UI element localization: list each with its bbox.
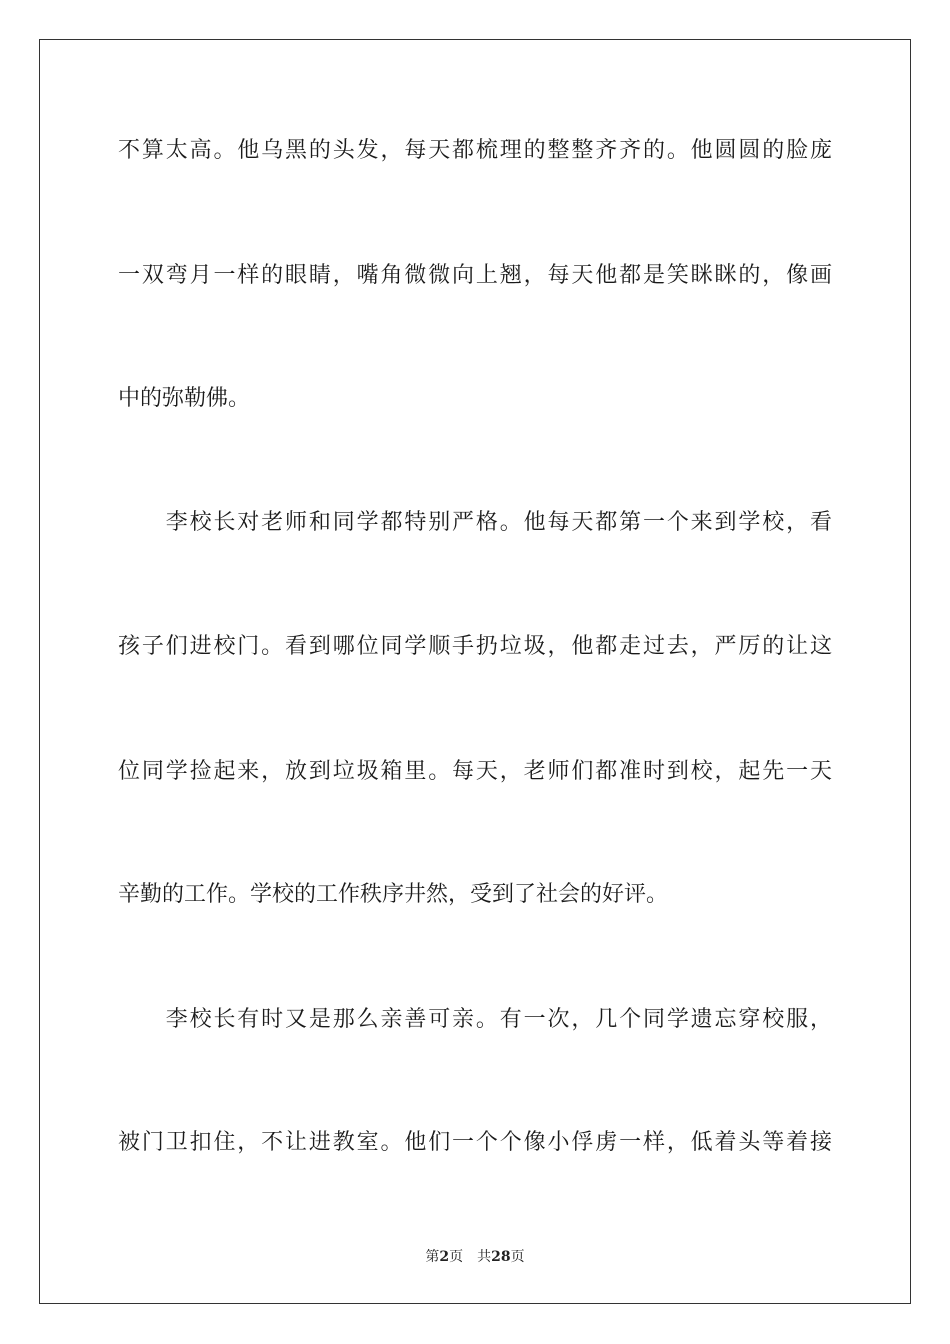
page-number: 2	[439, 1249, 450, 1265]
text-line: 不算太高。他乌黑的头发，每天都梳理的整整齐齐的。他圆圆的脸庞	[118, 138, 832, 163]
text-line: 李校长对老师和同学都特别严格。他每天都第一个来到学校，看	[118, 510, 832, 535]
text-line: 孩子们进校门。看到哪位同学顺手扔垃圾，他都走过去，严厉的让这	[118, 634, 832, 659]
text-line: 位同学捡起来，放到垃圾箱里。每天，老师们都准时到校，起先一天	[118, 759, 832, 784]
page-prefix: 第	[425, 1249, 440, 1265]
page-footer	[0, 1248, 950, 1266]
total-prefix: 共	[477, 1249, 492, 1265]
text-line: 一双弯月一样的眼睛，嘴角微微向上翘，每天他都是笑眯眯的，像画	[118, 263, 832, 288]
text-line: 李校长有时又是那么亲善可亲。有一次，几个同学遗忘穿校服，	[118, 1007, 832, 1032]
text-line: 辛勤的工作。学校的工作秩序井然，受到了社会的好评。	[118, 882, 669, 907]
text-line: 被门卫扣住，不让进教室。他们一个个像小俘虏一样，低着头等着接	[118, 1130, 832, 1155]
page-border	[39, 39, 911, 1304]
total-pages: 28	[491, 1249, 511, 1265]
total-suffix: 页	[510, 1249, 525, 1265]
page-suffix: 页	[449, 1249, 464, 1265]
text-line: 中的弥勒佛。	[118, 386, 251, 411]
